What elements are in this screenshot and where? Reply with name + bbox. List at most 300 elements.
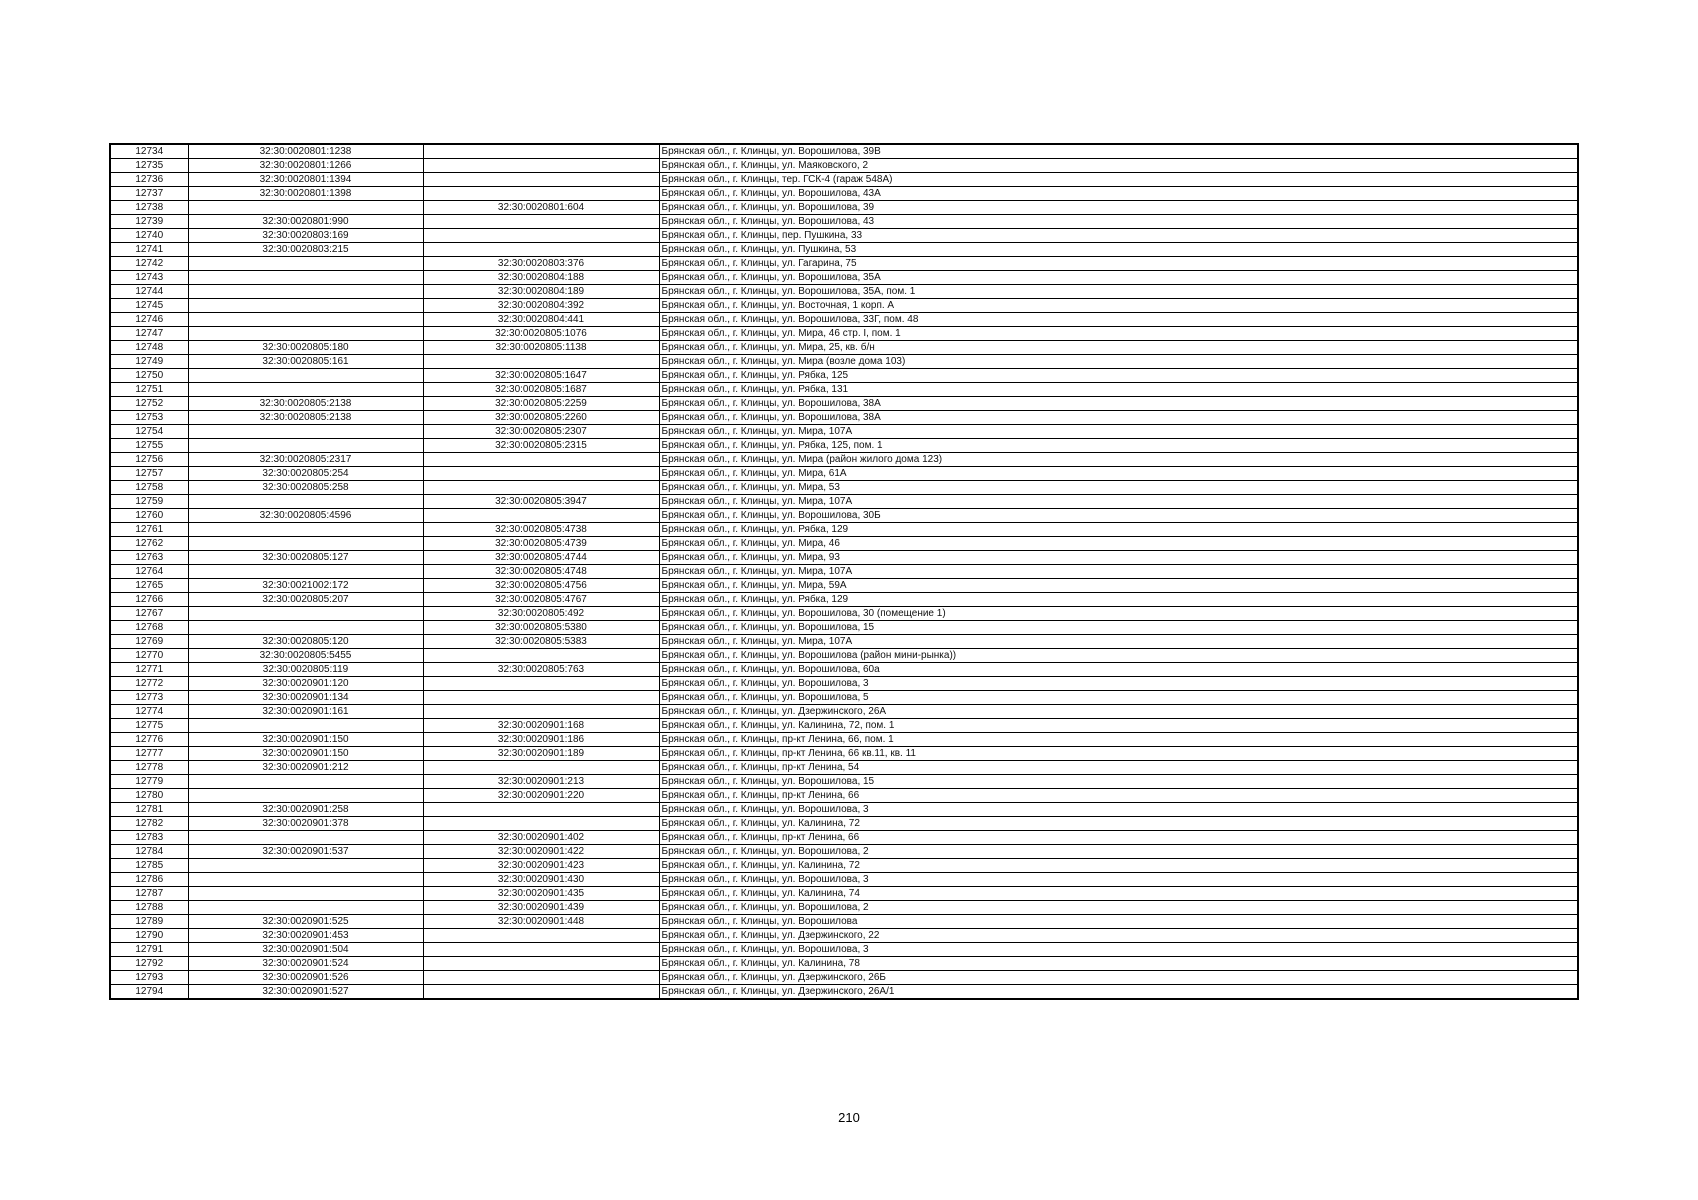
address-cell: Брянская обл., г. Клинцы, ул. Ворошилова, 38А	[659, 411, 1578, 425]
address-cell: Брянская обл., г. Клинцы, ул. Ворошилова, 43	[659, 215, 1578, 229]
related-cadastral-number-cell	[423, 985, 659, 1000]
row-number-cell: 12777	[110, 747, 188, 761]
address-cell: Брянская обл., г. Клинцы, ул. Гагарина, 75	[659, 257, 1578, 271]
cadastral-number-cell	[188, 495, 423, 509]
cadastral-number-cell	[188, 789, 423, 803]
related-cadastral-number-cell: 32:30:0020805:4744	[423, 551, 659, 565]
table-row	[110, 425, 1578, 439]
row-number-cell: 12793	[110, 971, 188, 985]
table-row	[110, 915, 1578, 929]
table-row	[110, 775, 1578, 789]
cadastral-number-cell: 32:30:0020901:258	[188, 803, 423, 817]
address-cell: Брянская обл., г. Клинцы, ул. Мира, 46	[659, 537, 1578, 551]
table-row	[110, 271, 1578, 285]
address-cell: Брянская обл., г. Клинцы, ул. Ворошилова, 3	[659, 943, 1578, 957]
address-cell: Брянская обл., г. Клинцы, пер. Пушкина, 33	[659, 229, 1578, 243]
cadastral-number-cell	[188, 383, 423, 397]
related-cadastral-number-cell: 32:30:0020805:2259	[423, 397, 659, 411]
address-cell: Брянская обл., г. Клинцы, ул. Ворошилова, 60а	[659, 663, 1578, 677]
table-row	[110, 719, 1578, 733]
row-number-cell: 12752	[110, 397, 188, 411]
row-number-cell: 12742	[110, 257, 188, 271]
related-cadastral-number-cell: 32:30:0020803:376	[423, 257, 659, 271]
row-number-cell: 12736	[110, 173, 188, 187]
cadastral-number-cell	[188, 523, 423, 537]
table-row	[110, 677, 1578, 691]
row-number-cell: 12760	[110, 509, 188, 523]
related-cadastral-number-cell: 32:30:0020901:186	[423, 733, 659, 747]
row-number-cell: 12762	[110, 537, 188, 551]
address-cell: Брянская обл., г. Клинцы, ул. Ворошилова, 3	[659, 873, 1578, 887]
address-cell: Брянская обл., г. Клинцы, ул. Калинина, 72	[659, 859, 1578, 873]
cadastral-number-cell: 32:30:0020801:1266	[188, 159, 423, 173]
table-row	[110, 873, 1578, 887]
cadastral-number-cell: 32:30:0020805:258	[188, 481, 423, 495]
related-cadastral-number-cell	[423, 943, 659, 957]
table-row	[110, 887, 1578, 901]
cadastral-number-cell: 32:30:0020805:2138	[188, 411, 423, 425]
related-cadastral-number-cell	[423, 481, 659, 495]
related-cadastral-number-cell: 32:30:0020805:492	[423, 607, 659, 621]
table-row	[110, 453, 1578, 467]
row-number-cell: 12769	[110, 635, 188, 649]
address-cell: Брянская обл., г. Клинцы, ул. Мира, 93	[659, 551, 1578, 565]
cadastral-number-cell: 32:30:0020805:180	[188, 341, 423, 355]
cadastral-number-cell: 32:30:0020901:150	[188, 733, 423, 747]
table-row	[110, 383, 1578, 397]
related-cadastral-number-cell: 32:30:0020805:5380	[423, 621, 659, 635]
address-cell: Брянская обл., г. Клинцы, ул. Восточная, 1 корп. А	[659, 299, 1578, 313]
row-number-cell: 12739	[110, 215, 188, 229]
table-row	[110, 747, 1578, 761]
address-cell: Брянская обл., г. Клинцы, ул. Пушкина, 53	[659, 243, 1578, 257]
address-cell: Брянская обл., г. Клинцы, ул. Ворошилова, 39В	[659, 144, 1578, 159]
cadastral-number-cell: 32:30:0020805:254	[188, 467, 423, 481]
cadastral-number-cell	[188, 859, 423, 873]
address-cell: Брянская обл., г. Клинцы, ул. Ворошилова, 3	[659, 677, 1578, 691]
row-number-cell: 12758	[110, 481, 188, 495]
related-cadastral-number-cell	[423, 971, 659, 985]
cadastral-number-cell	[188, 607, 423, 621]
row-number-cell: 12745	[110, 299, 188, 313]
row-number-cell: 12788	[110, 901, 188, 915]
cadastral-number-cell: 32:30:0020805:207	[188, 593, 423, 607]
related-cadastral-number-cell: 32:30:0020805:1138	[423, 341, 659, 355]
cadastral-number-cell	[188, 537, 423, 551]
cadastral-number-cell	[188, 873, 423, 887]
table-row	[110, 467, 1578, 481]
address-cell: Брянская обл., г. Клинцы, ул. Ворошилова, 38А	[659, 397, 1578, 411]
address-cell: Брянская обл., г. Клинцы, ул. Ворошилова, 35А, пом. 1	[659, 285, 1578, 299]
row-number-cell: 12763	[110, 551, 188, 565]
cadastral-number-cell: 32:30:0020805:161	[188, 355, 423, 369]
related-cadastral-number-cell	[423, 144, 659, 159]
address-cell: Брянская обл., г. Клинцы, пр-кт Ленина, 66 кв.11, кв. 11	[659, 747, 1578, 761]
address-cell: Брянская обл., г. Клинцы, ул. Дзержинского, 26Б	[659, 971, 1578, 985]
related-cadastral-number-cell: 32:30:0020804:189	[423, 285, 659, 299]
related-cadastral-number-cell	[423, 803, 659, 817]
address-cell: Брянская обл., г. Клинцы, ул. Мира, 59А	[659, 579, 1578, 593]
table-row	[110, 803, 1578, 817]
related-cadastral-number-cell: 32:30:0020805:3947	[423, 495, 659, 509]
row-number-cell: 12775	[110, 719, 188, 733]
address-cell: Брянская обл., г. Клинцы, ул. Ворошилова, 5	[659, 691, 1578, 705]
related-cadastral-number-cell	[423, 159, 659, 173]
cadastral-number-cell: 32:30:0020805:2317	[188, 453, 423, 467]
address-cell: Брянская обл., г. Клинцы, ул. Ворошилова, 2	[659, 845, 1578, 859]
cadastral-number-cell	[188, 313, 423, 327]
table-row	[110, 691, 1578, 705]
address-cell: Брянская обл., г. Клинцы, ул. Мира, 46 стр. I, пом. 1	[659, 327, 1578, 341]
address-cell: Брянская обл., г. Клинцы, ул. Рябка, 125	[659, 369, 1578, 383]
table-row	[110, 327, 1578, 341]
cadastral-number-cell: 32:30:0020901:150	[188, 747, 423, 761]
cadastral-number-cell: 32:30:0020805:4596	[188, 509, 423, 523]
address-cell: Брянская обл., г. Клинцы, ул. Ворошилова, 39	[659, 201, 1578, 215]
cadastral-number-cell	[188, 565, 423, 579]
cadastral-number-cell: 32:30:0021002:172	[188, 579, 423, 593]
address-cell: Брянская обл., г. Клинцы, ул. Ворошилова	[659, 915, 1578, 929]
related-cadastral-number-cell: 32:30:0020804:441	[423, 313, 659, 327]
address-cell: Брянская обл., г. Клинцы, ул. Ворошилова, 30 (помещение 1)	[659, 607, 1578, 621]
row-number-cell: 12735	[110, 159, 188, 173]
row-number-cell: 12751	[110, 383, 188, 397]
row-number-cell: 12737	[110, 187, 188, 201]
table-row	[110, 943, 1578, 957]
address-cell: Брянская обл., г. Клинцы, ул. Калинина, 78	[659, 957, 1578, 971]
cadastral-number-cell: 32:30:0020901:453	[188, 929, 423, 943]
cadastral-number-cell	[188, 439, 423, 453]
row-number-cell: 12734	[110, 144, 188, 159]
table-row	[110, 509, 1578, 523]
cadastral-number-cell: 32:30:0020805:127	[188, 551, 423, 565]
address-cell: Брянская обл., г. Клинцы, пр-кт Ленина, 66	[659, 789, 1578, 803]
cadastral-number-cell: 32:30:0020901:212	[188, 761, 423, 775]
address-cell: Брянская обл., г. Клинцы, ул. Ворошилова, 35А	[659, 271, 1578, 285]
address-cell: Брянская обл., г. Клинцы, пр-кт Ленина, 54	[659, 761, 1578, 775]
cadastral-number-cell	[188, 299, 423, 313]
row-number-cell: 12786	[110, 873, 188, 887]
row-number-cell: 12783	[110, 831, 188, 845]
row-number-cell: 12774	[110, 705, 188, 719]
related-cadastral-number-cell	[423, 761, 659, 775]
table-row	[110, 621, 1578, 635]
related-cadastral-number-cell: 32:30:0020804:188	[423, 271, 659, 285]
cadastral-number-cell	[188, 775, 423, 789]
table-row	[110, 285, 1578, 299]
row-number-cell: 12744	[110, 285, 188, 299]
cadastral-number-cell	[188, 369, 423, 383]
related-cadastral-number-cell: 32:30:0020805:4756	[423, 579, 659, 593]
row-number-cell: 12785	[110, 859, 188, 873]
related-cadastral-number-cell: 32:30:0020901:189	[423, 747, 659, 761]
table-row	[110, 397, 1578, 411]
row-number-cell: 12779	[110, 775, 188, 789]
table-row	[110, 985, 1578, 1000]
address-cell: Брянская обл., г. Клинцы, ул. Рябка, 129	[659, 523, 1578, 537]
row-number-cell: 12757	[110, 467, 188, 481]
row-number-cell: 12749	[110, 355, 188, 369]
table-row	[110, 845, 1578, 859]
related-cadastral-number-cell: 32:30:0020805:4767	[423, 593, 659, 607]
related-cadastral-number-cell	[423, 215, 659, 229]
row-number-cell: 12794	[110, 985, 188, 1000]
cadastral-number-cell: 32:30:0020801:990	[188, 215, 423, 229]
cadastral-number-cell: 32:30:0020901:504	[188, 943, 423, 957]
cadastral-number-cell: 32:30:0020801:1398	[188, 187, 423, 201]
related-cadastral-number-cell: 32:30:0020805:1687	[423, 383, 659, 397]
address-cell: Брянская обл., г. Клинцы, ул. Ворошилова, 15	[659, 621, 1578, 635]
table-row	[110, 789, 1578, 803]
related-cadastral-number-cell	[423, 467, 659, 481]
table-row	[110, 565, 1578, 579]
table-row	[110, 201, 1578, 215]
address-cell: Брянская обл., г. Клинцы, ул. Мира, 53	[659, 481, 1578, 495]
related-cadastral-number-cell	[423, 173, 659, 187]
address-cell: Брянская обл., г. Клинцы, ул. Маяковского, 2	[659, 159, 1578, 173]
cadastral-number-cell	[188, 257, 423, 271]
address-cell: Брянская обл., г. Клинцы, ул. Калинина, 72	[659, 817, 1578, 831]
related-cadastral-number-cell: 32:30:0020901:448	[423, 915, 659, 929]
address-cell: Брянская обл., г. Клинцы, ул. Ворошилова, 30Б	[659, 509, 1578, 523]
address-cell: Брянская обл., г. Клинцы, ул. Мира, 107А	[659, 495, 1578, 509]
table-row	[110, 299, 1578, 313]
row-number-cell: 12782	[110, 817, 188, 831]
cadastral-number-cell: 32:30:0020805:119	[188, 663, 423, 677]
address-cell: Брянская обл., г. Клинцы, ул. Дзержинского, 26А/1	[659, 985, 1578, 1000]
related-cadastral-number-cell	[423, 649, 659, 663]
table-row	[110, 411, 1578, 425]
row-number-cell: 12767	[110, 607, 188, 621]
row-number-cell: 12789	[110, 915, 188, 929]
row-number-cell: 12784	[110, 845, 188, 859]
related-cadastral-number-cell	[423, 817, 659, 831]
table-row	[110, 144, 1578, 159]
table-row	[110, 313, 1578, 327]
table-row	[110, 537, 1578, 551]
address-cell: Брянская обл., г. Клинцы, ул. Мира, 25, кв. б/н	[659, 341, 1578, 355]
related-cadastral-number-cell: 32:30:0020805:4738	[423, 523, 659, 537]
address-cell: Брянская обл., г. Клинцы, тер. ГСК-4 (гараж 548А)	[659, 173, 1578, 187]
related-cadastral-number-cell	[423, 229, 659, 243]
address-cell: Брянская обл., г. Клинцы, ул. Дзержинского, 26А	[659, 705, 1578, 719]
address-cell: Брянская обл., г. Клинцы, ул. Мира (возле дома 103)	[659, 355, 1578, 369]
related-cadastral-number-cell: 32:30:0020805:4739	[423, 537, 659, 551]
row-number-cell: 12748	[110, 341, 188, 355]
address-cell: Брянская обл., г. Клинцы, ул. Рябка, 125, пом. 1	[659, 439, 1578, 453]
table-row	[110, 761, 1578, 775]
row-number-cell: 12753	[110, 411, 188, 425]
table-row	[110, 159, 1578, 173]
table-row	[110, 929, 1578, 943]
cadastral-number-cell: 32:30:0020901:525	[188, 915, 423, 929]
address-cell: Брянская обл., г. Клинцы, ул. Мира (район жилого дома 123)	[659, 453, 1578, 467]
page-number: 210	[838, 1110, 860, 1125]
address-cell: Брянская обл., г. Клинцы, пр-кт Ленина, 66, пом. 1	[659, 733, 1578, 747]
related-cadastral-number-cell: 32:30:0020901:435	[423, 887, 659, 901]
row-number-cell: 12772	[110, 677, 188, 691]
table-row	[110, 355, 1578, 369]
address-cell: Брянская обл., г. Клинцы, ул. Дзержинского, 22	[659, 929, 1578, 943]
table-row	[110, 439, 1578, 453]
registry-table	[109, 143, 1579, 1000]
row-number-cell: 12791	[110, 943, 188, 957]
table-row	[110, 593, 1578, 607]
related-cadastral-number-cell	[423, 929, 659, 943]
row-number-cell: 12756	[110, 453, 188, 467]
related-cadastral-number-cell: 32:30:0020901:213	[423, 775, 659, 789]
table-row	[110, 705, 1578, 719]
related-cadastral-number-cell: 32:30:0020805:1647	[423, 369, 659, 383]
cadastral-number-cell: 32:30:0020803:169	[188, 229, 423, 243]
row-number-cell: 12781	[110, 803, 188, 817]
cadastral-number-cell: 32:30:0020803:215	[188, 243, 423, 257]
related-cadastral-number-cell: 32:30:0020805:763	[423, 663, 659, 677]
cadastral-number-cell	[188, 831, 423, 845]
row-number-cell: 12747	[110, 327, 188, 341]
row-number-cell: 12773	[110, 691, 188, 705]
address-cell: Брянская обл., г. Клинцы, ул. Ворошилова, 43А	[659, 187, 1578, 201]
row-number-cell: 12755	[110, 439, 188, 453]
cadastral-number-cell	[188, 901, 423, 915]
related-cadastral-number-cell: 32:30:0020901:402	[423, 831, 659, 845]
cadastral-number-cell	[188, 425, 423, 439]
row-number-cell: 12778	[110, 761, 188, 775]
table-row	[110, 369, 1578, 383]
row-number-cell: 12787	[110, 887, 188, 901]
row-number-cell: 12770	[110, 649, 188, 663]
related-cadastral-number-cell: 32:30:0020805:5383	[423, 635, 659, 649]
related-cadastral-number-cell: 32:30:0020805:2307	[423, 425, 659, 439]
related-cadastral-number-cell: 32:30:0020901:168	[423, 719, 659, 733]
table-row	[110, 215, 1578, 229]
table-row	[110, 831, 1578, 845]
row-number-cell: 12776	[110, 733, 188, 747]
cadastral-number-cell: 32:30:0020901:134	[188, 691, 423, 705]
row-number-cell: 12790	[110, 929, 188, 943]
table-row	[110, 859, 1578, 873]
address-cell: Брянская обл., г. Клинцы, ул. Мира, 61А	[659, 467, 1578, 481]
table-row	[110, 243, 1578, 257]
related-cadastral-number-cell: 32:30:0020805:4748	[423, 565, 659, 579]
address-cell: Брянская обл., г. Клинцы, ул. Калинина, 74	[659, 887, 1578, 901]
related-cadastral-number-cell: 32:30:0020805:2260	[423, 411, 659, 425]
address-cell: Брянская обл., г. Клинцы, ул. Ворошилова, 2	[659, 901, 1578, 915]
cadastral-number-cell: 32:30:0020901:527	[188, 985, 423, 1000]
row-number-cell: 12738	[110, 201, 188, 215]
cadastral-number-cell: 32:30:0020901:161	[188, 705, 423, 719]
address-cell: Брянская обл., г. Клинцы, пр-кт Ленина, 66	[659, 831, 1578, 845]
related-cadastral-number-cell	[423, 187, 659, 201]
row-number-cell: 12761	[110, 523, 188, 537]
related-cadastral-number-cell	[423, 705, 659, 719]
cadastral-number-cell	[188, 271, 423, 285]
row-number-cell: 12764	[110, 565, 188, 579]
table-row	[110, 607, 1578, 621]
table-row	[110, 971, 1578, 985]
cadastral-number-cell: 32:30:0020901:537	[188, 845, 423, 859]
address-cell: Брянская обл., г. Клинцы, ул. Рябка, 129	[659, 593, 1578, 607]
table-row	[110, 957, 1578, 971]
row-number-cell: 12754	[110, 425, 188, 439]
related-cadastral-number-cell: 32:30:0020901:439	[423, 901, 659, 915]
address-cell: Брянская обл., г. Клинцы, ул. Ворошилова, 33Г, пом. 48	[659, 313, 1578, 327]
address-cell: Брянская обл., г. Клинцы, ул. Ворошилова, 3	[659, 803, 1578, 817]
related-cadastral-number-cell	[423, 509, 659, 523]
address-cell: Брянская обл., г. Клинцы, ул. Мира, 107А	[659, 425, 1578, 439]
related-cadastral-number-cell: 32:30:0020901:220	[423, 789, 659, 803]
row-number-cell: 12740	[110, 229, 188, 243]
table-row	[110, 817, 1578, 831]
row-number-cell: 12780	[110, 789, 188, 803]
row-number-cell: 12741	[110, 243, 188, 257]
table-row	[110, 257, 1578, 271]
row-number-cell: 12771	[110, 663, 188, 677]
cadastral-number-cell: 32:30:0020805:120	[188, 635, 423, 649]
table-row	[110, 579, 1578, 593]
related-cadastral-number-cell	[423, 243, 659, 257]
related-cadastral-number-cell: 32:30:0020805:1076	[423, 327, 659, 341]
table-row	[110, 635, 1578, 649]
row-number-cell: 12759	[110, 495, 188, 509]
registry-table-body	[110, 144, 1578, 999]
cadastral-number-cell: 32:30:0020901:524	[188, 957, 423, 971]
cadastral-number-cell	[188, 201, 423, 215]
related-cadastral-number-cell: 32:30:0020801:604	[423, 201, 659, 215]
address-cell: Брянская обл., г. Клинцы, ул. Рябка, 131	[659, 383, 1578, 397]
row-number-cell: 12792	[110, 957, 188, 971]
address-cell: Брянская обл., г. Клинцы, ул. Ворошилова, 15	[659, 775, 1578, 789]
cadastral-number-cell: 32:30:0020805:5455	[188, 649, 423, 663]
related-cadastral-number-cell: 32:30:0020805:2315	[423, 439, 659, 453]
table-row	[110, 901, 1578, 915]
address-cell: Брянская обл., г. Клинцы, ул. Мира, 107А	[659, 635, 1578, 649]
table-row	[110, 733, 1578, 747]
related-cadastral-number-cell: 32:30:0020901:422	[423, 845, 659, 859]
related-cadastral-number-cell	[423, 677, 659, 691]
table-row	[110, 495, 1578, 509]
table-row	[110, 341, 1578, 355]
address-cell: Брянская обл., г. Клинцы, ул. Мира, 107А	[659, 565, 1578, 579]
cadastral-number-cell: 32:30:0020901:526	[188, 971, 423, 985]
cadastral-number-cell	[188, 887, 423, 901]
cadastral-number-cell: 32:30:0020801:1238	[188, 144, 423, 159]
table-row	[110, 187, 1578, 201]
table-row	[110, 481, 1578, 495]
cadastral-number-cell: 32:30:0020901:378	[188, 817, 423, 831]
row-number-cell: 12765	[110, 579, 188, 593]
table-row	[110, 649, 1578, 663]
table-row	[110, 663, 1578, 677]
cadastral-number-cell	[188, 621, 423, 635]
cadastral-number-cell: 32:30:0020801:1394	[188, 173, 423, 187]
cadastral-number-cell	[188, 285, 423, 299]
cadastral-number-cell: 32:30:0020901:120	[188, 677, 423, 691]
related-cadastral-number-cell	[423, 453, 659, 467]
row-number-cell: 12746	[110, 313, 188, 327]
table-row	[110, 551, 1578, 565]
table-row	[110, 523, 1578, 537]
address-cell: Брянская обл., г. Клинцы, ул. Ворошилова (район мини-рынка))	[659, 649, 1578, 663]
table-row	[110, 229, 1578, 243]
cadastral-number-cell	[188, 327, 423, 341]
row-number-cell: 12750	[110, 369, 188, 383]
cadastral-number-cell	[188, 719, 423, 733]
related-cadastral-number-cell: 32:30:0020901:430	[423, 873, 659, 887]
cadastral-number-cell: 32:30:0020805:2138	[188, 397, 423, 411]
row-number-cell: 12766	[110, 593, 188, 607]
related-cadastral-number-cell: 32:30:0020804:392	[423, 299, 659, 313]
